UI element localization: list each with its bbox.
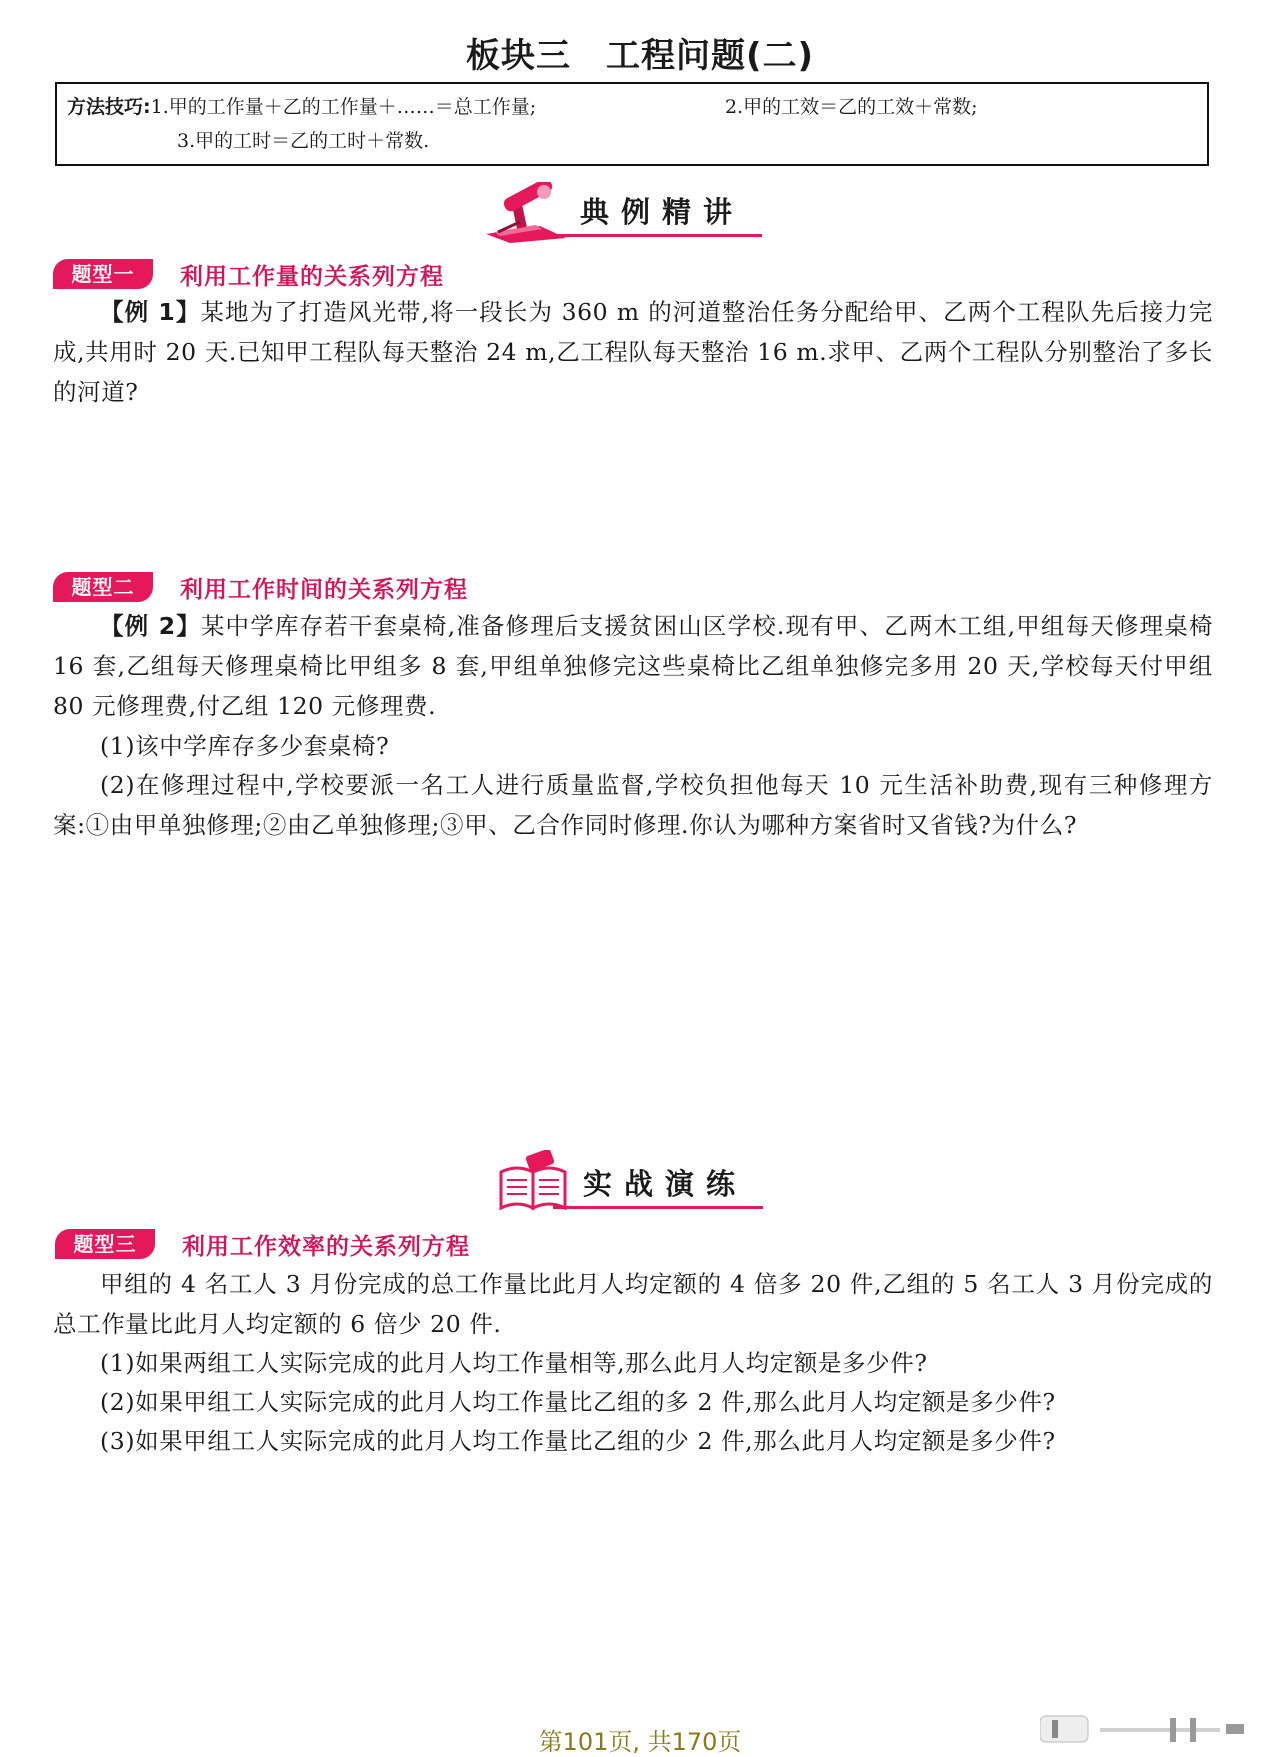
- tips-item-3: 3.甲的工时＝乙的工时＋常数.: [177, 130, 430, 152]
- type-badge-2: 题型二: [53, 572, 153, 602]
- tips-item-1: 1.甲的工作量＋乙的工作量＋……＝总工作量;: [150, 96, 537, 118]
- banner-underline: [553, 1206, 763, 1209]
- section-banner-examples: [480, 182, 780, 244]
- example-label-1: 【例 1】: [100, 298, 201, 326]
- type-title-1: 利用工作量的关系列方程: [180, 264, 444, 290]
- example-1-text: [53, 292, 1213, 412]
- book-icon: [497, 1150, 569, 1212]
- tips-line-1: [67, 92, 536, 119]
- example-2-body: 某中学库存若干套桌椅,准备修理后支援贫困山区学校.现有甲、乙两木工组,甲组每天修理桌椅 16 套,乙组每天修理桌椅比甲组多 8 套,甲组单独修完这些桌椅比乙组单独修完多用 20 天,学校每天付甲组 80 元修理费,付乙组 120 元修理费.: [53, 612, 1213, 720]
- tips-item-2: 2.甲的工效＝乙的工效＋常数;: [725, 96, 978, 118]
- type-title-3: 利用工作效率的关系列方程: [182, 1234, 470, 1260]
- practice-3-text: 甲组的 4 名工人 3 月份完成的总工作量比此月人均定额的 4 倍多 20 件,乙组的 5 名工人 3 月份完成的总工作量比此月人均定额的 6 倍少 20 件.: [53, 1270, 1213, 1338]
- banner-underline: [552, 234, 762, 237]
- section-title-practice: 实战演练: [583, 1167, 748, 1201]
- practice-3-question-2: (2)如果甲组工人实际完成的此月人均工作量比乙组的多 2 件,那么此月人均定额是多少件?: [100, 1388, 1056, 1416]
- example-2-text: [53, 606, 1213, 726]
- page-indicator: 第101页, 共170页: [538, 1728, 742, 1756]
- type-title-2: 利用工作时间的关系列方程: [180, 577, 468, 603]
- example-2-question-1: (1)该中学库存多少套桌椅?: [100, 732, 390, 760]
- tips-label: 方法技巧:: [67, 96, 151, 118]
- type-badge-1: 题型一: [53, 259, 153, 289]
- page-title: 板块三 工程问题(二): [465, 36, 815, 76]
- practice-3-question-1: (1)如果两组工人实际完成的此月人均工作量相等,那么此月人均定额是多少件?: [100, 1349, 928, 1377]
- method-tips-box: [55, 82, 1209, 166]
- scroll-position-indicator-icon[interactable]: [1040, 1714, 1250, 1748]
- section-title-examples: 典例精讲: [580, 195, 745, 229]
- example-1-body: 某地为了打造风光带,将一段长为 360 m 的河道整治任务分配给甲、乙两个工程队先后接力完成,共用时 20 天.已知甲工程队每天整治 24 m,乙工程队每天整治 16 m.求甲、乙两个工程队分别整治了多长的河道?: [53, 298, 1213, 406]
- example-2-question-2: (2)在修理过程中,学校要派一名工人进行质量监督,学校负担他每天 10 元生活补助费,现有三种修理方案:①由甲单独修理;②由乙单独修理;③甲、乙合作同时修理.你认为哪种方案省时又省钱?为什么?: [53, 771, 1213, 839]
- type-badge-3: 题型三: [55, 1229, 155, 1259]
- example-label-2: 【例 2】: [100, 612, 201, 640]
- practice-3-question-3: (3)如果甲组工人实际完成的此月人均工作量比乙组的少 2 件,那么此月人均定额是多少件?: [100, 1427, 1056, 1455]
- section-banner-practice: [497, 1150, 787, 1212]
